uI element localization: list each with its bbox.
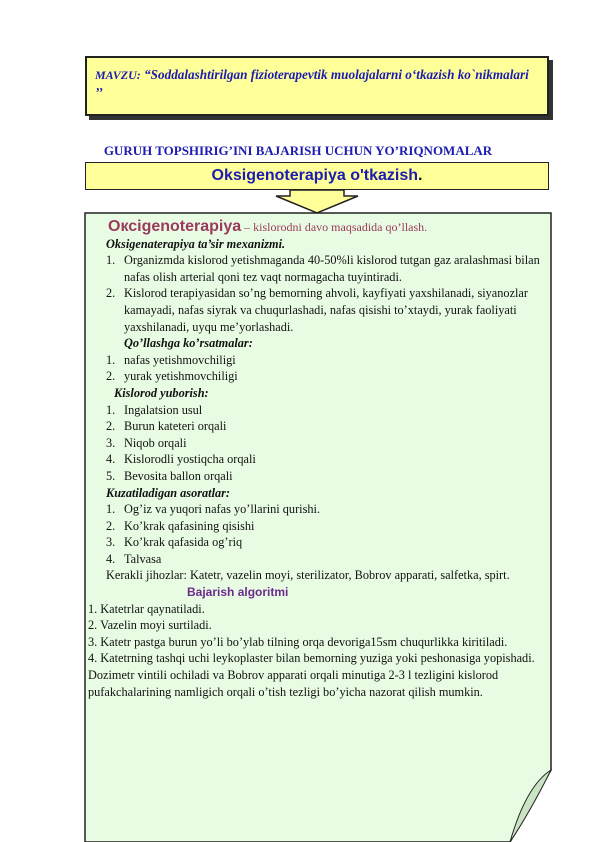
mechanism-list	[86, 252, 548, 335]
instruction-content	[86, 219, 548, 700]
list-item: 4. Kislorodli yostiqcha orqali	[106, 452, 256, 467]
term: Оксigenoterapiya	[108, 218, 242, 235]
algorithm-note: Dozimetr vintili ochiladi va Bobrov apparati orqali minutiga 2-3 l tezligini kislorod pufakchalarining namligich orqali o’tish tezligi bo’yicha nazorat qilish mumkin.	[88, 668, 499, 699]
list-item: 2. yurak yetishmovchiligi	[106, 369, 238, 384]
list-item: 4. Talvasa	[106, 551, 162, 566]
list-item: 3. Ko’krak qafasida og’riq	[106, 535, 243, 550]
term-definition-text: – kislorodni davo maqsadida qo’llash.	[241, 220, 428, 234]
topic-box	[85, 56, 549, 116]
algorithm-heading: Bajarish algoritmi	[187, 585, 289, 600]
algorithm-step: 1. Katetrlar qaynatiladi.	[88, 601, 205, 616]
banner-period: .	[418, 167, 423, 184]
list-item: 1. Ingalatsion usul	[106, 402, 203, 417]
list-item: 2. Kislorod terapiyasidan so’ng bemorning ahvoli, kayfiyati yaxshilanadi, siyanozlar kamayadi, nafas siyrak va chuqurlashadi, nafas qisishi to’xtaydi, yurak faoliyati yaxshilanadi, uyqu me’yorlashadi.	[106, 286, 528, 334]
complications-heading: Kuzatiladigan asoratlar:	[106, 485, 231, 500]
list-item: 1. Og’iz va yuqori nafas yo’llarini qurishi.	[106, 502, 321, 517]
algorithm-step: 4. Katetrning tashqi uchi leykoplaster bilan bemorning yuziga yoki peshonasiga yopishadi.	[88, 651, 535, 666]
group-task-heading: GURUH TOPSHIRIG’INI BAJARISH UCHUN YO’RIQNOMALAR	[103, 143, 493, 158]
topic-title: “Soddalashtirilgan fizioterapevtik muolajalarni o‘tkazish ko`nikmalari ’’	[95, 67, 529, 100]
list-item: 3. Niqob orqali	[106, 435, 187, 450]
list-item: 1. Organizmda kislorod yetishmaganda 40-50%li kislorod tutgan gaz aralashmasi bilan nafas olish arterial qoni tez vaqt normagacha tuyintiradi.	[106, 253, 540, 284]
mechanism-heading: Oksigenaterapiya ta’sir mexanizmi.	[106, 236, 286, 251]
delivery-list	[86, 402, 548, 485]
algorithm-step: 2. Vazelin moyi surtiladi.	[88, 618, 212, 633]
indications-heading: Qo’llashga ko’rsatmalar:	[124, 336, 253, 351]
list-item: 1. nafas yetishmovchiligi	[106, 352, 236, 367]
list-item: 5. Bevosita ballon orqali	[106, 468, 233, 483]
list-item: 2. Ko’krak qafasining qisishi	[106, 518, 255, 533]
equipment-text: Kerakli jihozlar: Katetr, vazelin moyi, sterilizator, Bobrov apparati, salfetka, spirt.	[106, 568, 510, 583]
banner-title: Oksigenoterapiya o'tkazish	[211, 167, 419, 184]
section-banner	[85, 162, 549, 190]
complications-list	[86, 501, 548, 567]
topic-label: MAVZU:	[95, 68, 141, 82]
indications-list	[86, 352, 548, 385]
term-definition	[86, 219, 548, 236]
list-item: 2. Burun kateteri orqali	[106, 419, 227, 434]
delivery-heading: Kislorod yuborish:	[114, 385, 209, 400]
algorithm-step: 3. Katetr pastga burun yo’li bo’ylab tilning orqa devoriga15sm chuqurlikka kiritiladi.	[88, 634, 508, 649]
